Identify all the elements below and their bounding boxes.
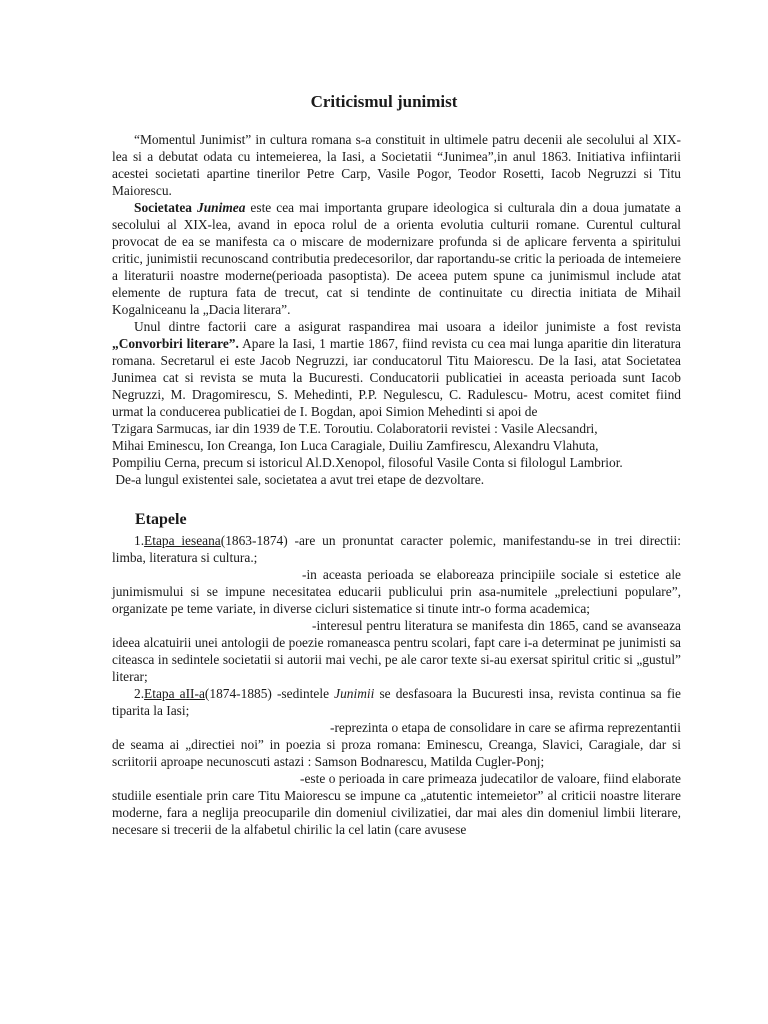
paragraph-text: -reprezinta o etapa de consolidare in care se afirma reprezentantii de seama ai „directiei noi” in poezia si proza romana: Eminescu, Creanga, Slavici, Caragiale, dar si scriitorii aproape necunoscuti astazi : Samson Bodnarescu, Matilda Cugler-Ponj; <box>112 720 681 769</box>
paragraph-text: este cea mai importanta grupare ideologica si culturala din a doua jumatate a secolului al XIX-lea, avand in epoca rolul de a orienta evolutia culturii romane. Curentul cultural provocat de ea se manifesta ca o miscare de modernizare profunda si de aplicare ferventa a spiritului critic, junimistii recunoscand contributia predecesorilor, dar raportandu-se critic la perioada de intemeiere a literaturii noastre moderne(perioada pasoptista). De aceea putem spune ca junimismul include atat elemente de ruptura fata de trecut, cat si tendinte de continuitate cu directia initiata de Mihail Kogalniceanu la „Dacia literara”. <box>112 200 681 317</box>
etapa-1-point-3 <box>112 617 681 685</box>
paragraph-text: Apare la Iasi, 1 martie 1867, fiind revista cu cea mai lunga aparitie din literatura romana. Secretarul ei este Jacob Negruzzi, iar conducatorul Titu Maiorescu. De la Iasi, atat Societatea Junimea cat si revista se muta la Bucuresti. Conducatorii publicatiei in aceasta perioada sunt Iacob Negruzzi, M. Dragomirescu, S. Mehedinti, P.P. Negulescu, C. Radulescu- Motru, acest comitet fiind urmat la conducerea publicatiei de I. Bogdan, apoi Simion Mehedinti si apoi de <box>112 336 681 419</box>
paragraph-societatea-junimea <box>112 199 681 318</box>
section-heading: Etapele <box>135 511 187 528</box>
document-body <box>112 131 681 838</box>
paragraph-line: Mihai Eminescu, Ion Creanga, Ion Luca Caragiale, Duiliu Zamfirescu, Alexandru Vlahuta, <box>112 438 599 453</box>
bold-italic-text: Junimea <box>197 200 246 215</box>
page-title: Criticismul junimist <box>310 92 458 111</box>
italic-text: Junimii <box>334 686 375 701</box>
bold-text: „Convorbiri literare”. <box>112 336 239 351</box>
etapa-ieseana-link: Etapa ieseana <box>144 533 221 548</box>
etapa-1-point-2 <box>112 566 681 617</box>
etapa-2-point-3 <box>112 770 681 838</box>
paragraph-text: -este o perioada in care primeaza judecatilor de valoare, fiind elaborate studiile esentiale prin care Titu Maiorescu se impune ca „atutentic intemeietor” al criticii noastre literare moderne, fara a neglija preocuparile din domeniul civilizatiei, dar mai ales din domeniul limbii literare, necesare si trecerii de la alfabetul chirilic la cel latin (care avusese <box>112 771 681 837</box>
paragraph-convorbiri-literare <box>112 318 681 420</box>
list-number: 2. <box>134 686 145 701</box>
paragraph-text: Unul dintre factorii care a asigurat raspandirea mai usoara a ideilor junimiste a fost revista <box>134 319 681 334</box>
paragraph-text: (1863-1874) -are un pronuntat caracter polemic, manifestandu-se in trei directii: limba, literatura si cultura.; <box>112 533 682 565</box>
paragraph-line: De-a lungul existentei sale, societatea a avut trei etape de dezvoltare. <box>112 472 485 487</box>
paragraph-line: Pompiliu Cerna, precum si istoricul Al.D.Xenopol, filosoful Vasile Conta si filologul Lambrior. <box>112 455 623 470</box>
paragraph-momentul-junimist: “Momentul Junimist” in cultura romana s-a constituit in ultimele patru decenii ale secolului al XIX-lea si a debutat odata cu intemeierea, la Iasi, a Societatii “Junimea”,in anul 1863. Initiativa infiintarii acestei societati apartine tinerilor Petre Carp, Vasile Pogor, Teodor Rosetti, Iacob Negruzzi si Titu Maiorescu. <box>112 132 681 198</box>
paragraph-text: (1874-1885) -sedintele <box>204 686 335 701</box>
etapa-2-point-2 <box>112 719 681 770</box>
paragraph-text: se desfasoara la Bucuresti insa, revista continua sa fie tiparita la Iasi; <box>112 686 681 718</box>
paragraph-text: -in aceasta perioada se elaboreaza principiile sociale si estetice ale junimismului si se impune necesitatea educarii publicului prin asa-numitele „prelectiuni populare”, organizate pe teme variate, in diverse cicluri sistematice si tinute intr-o forma academica; <box>112 567 681 616</box>
etapa-a-doua-link: Etapa aII-a <box>144 686 205 701</box>
paragraph-line: Tzigara Sarmucas, iar din 1939 de T.E. Toroutiu. Colaboratorii revistei : Vasile Alecsandri, <box>112 421 598 436</box>
bold-text: Societatea <box>134 200 198 215</box>
etapa-1-paragraph <box>112 532 681 566</box>
list-number: 1. <box>134 533 145 548</box>
etapa-2-paragraph <box>112 685 681 719</box>
paragraph-text: -interesul pentru literatura se manifesta din 1865, cand se avanseaza ideea alcatuirii unei antologii de poezie romaneasca pentru scolari, fapt care i-a determinat pe junimisti sa citeasca in sedintele societatii si autorii mai vechi, pe ale caror texte si-au exersat spiritul critic si „gustul” literar; <box>112 618 681 684</box>
